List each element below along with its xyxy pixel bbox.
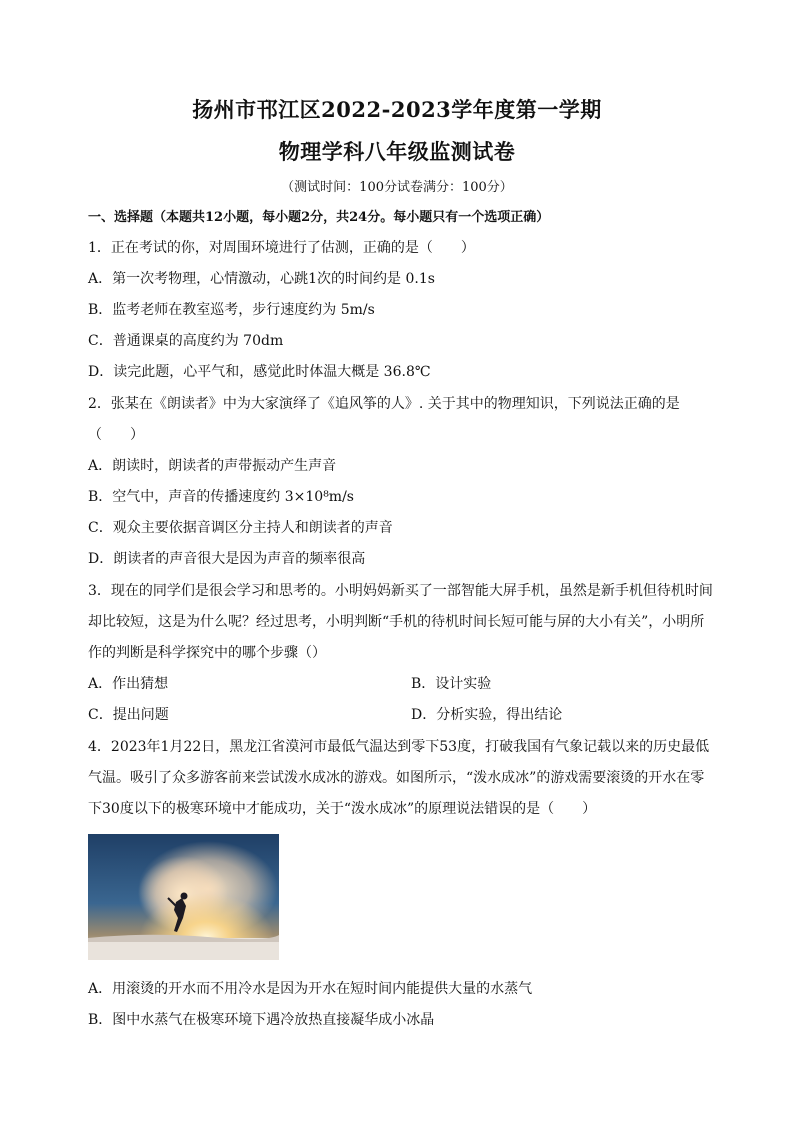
exam-title-line1: 扬州市邗江区2022-2023学年度第一学期 xyxy=(192,97,602,122)
q1-stem: 1．正在考试的你，对周围环境进行了估测，正确的是（ ） xyxy=(88,240,475,256)
section-heading: 一、选择题（本题共12小题，每小题2分，共24分。每小题只有一个选项正确） xyxy=(88,210,550,225)
q1-option-a: A．第一次考物理，心情激动，心跳1次的时间约是 0.1s xyxy=(88,271,435,287)
q4-stem-line3: 下30度以下的极寒环境中才能成功，关于“泼水成冰”的原理说法错误的是（ ） xyxy=(88,801,597,817)
q2-option-a: A．朗读时，朗读者的声带振动产生声音 xyxy=(88,458,337,474)
q2-stem-cont: （ ） xyxy=(88,427,144,443)
q1-option-b: B．监考老师在教室巡考，步行速度约为 5m/s xyxy=(88,302,375,318)
q4-stem-line1: 4．2023年1月22日，黑龙江省漠河市最低气温达到零下53度，打破我国有气象记载以来的历史最低 xyxy=(88,739,710,755)
q1-option-c: C．普通课桌的高度约为 70dm xyxy=(88,333,284,349)
q3-stem-line2: 却比较短，这是为什么呢？经过思考，小明判断“手机的待机时间长短可能与屏的大小有关”，小明所 xyxy=(88,614,705,630)
q4-stem-line2: 气温。吸引了众多游客前来尝试泼水成冰的游戏。如图所示，“泼水成冰”的游戏需要滚烫的开水在零 xyxy=(88,770,705,786)
q4-option-a: A．用滚烫的开水而不用冷水是因为开水在短时间内能提供大量的水蒸气 xyxy=(88,981,533,997)
q3-stem-line1: 3．现在的同学们是很会学习和思考的。小明妈妈新买了一部智能大屏手机，虽然是新手机但待机时间 xyxy=(88,583,713,599)
q1-option-d: D．读完此题，心平气和，感觉此时体温大概是 36.8℃ xyxy=(88,364,431,380)
q3-option-a: A．作出猜想 xyxy=(88,676,169,692)
q4-photo xyxy=(88,834,279,960)
q2-option-b: B．空气中，声音的传播速度约 3×10⁸m/s xyxy=(88,489,354,505)
q2-option-d: D．朗读者的声音很大是因为声音的频率很高 xyxy=(88,551,366,567)
q2-option-c: C．观众主要依据音调区分主持人和朗读者的声音 xyxy=(88,520,393,536)
q4-option-b: B．图中水蒸气在极寒环境下遇冷放热直接凝华成小冰晶 xyxy=(88,1012,435,1028)
splash-photo-svg xyxy=(88,834,279,960)
q3-option-c: C．提出问题 xyxy=(88,707,169,723)
q3-option-d: D．分析实验，得出结论 xyxy=(411,707,563,723)
exam-title-line2: 物理学科八年级监测试卷 xyxy=(278,139,516,164)
exam-subtitle: （测试时间：100分试卷满分：100分） xyxy=(281,180,513,195)
q3-stem-line3: 作的判断是科学探究中的哪个步骤（） xyxy=(88,645,326,661)
q2-stem: 2．张某在《朗读者》中为大家演绎了《追风筝的人》. 关于其中的物理知识，下列说法正确的是 xyxy=(88,396,680,412)
q3-option-b: B．设计实验 xyxy=(411,676,492,692)
